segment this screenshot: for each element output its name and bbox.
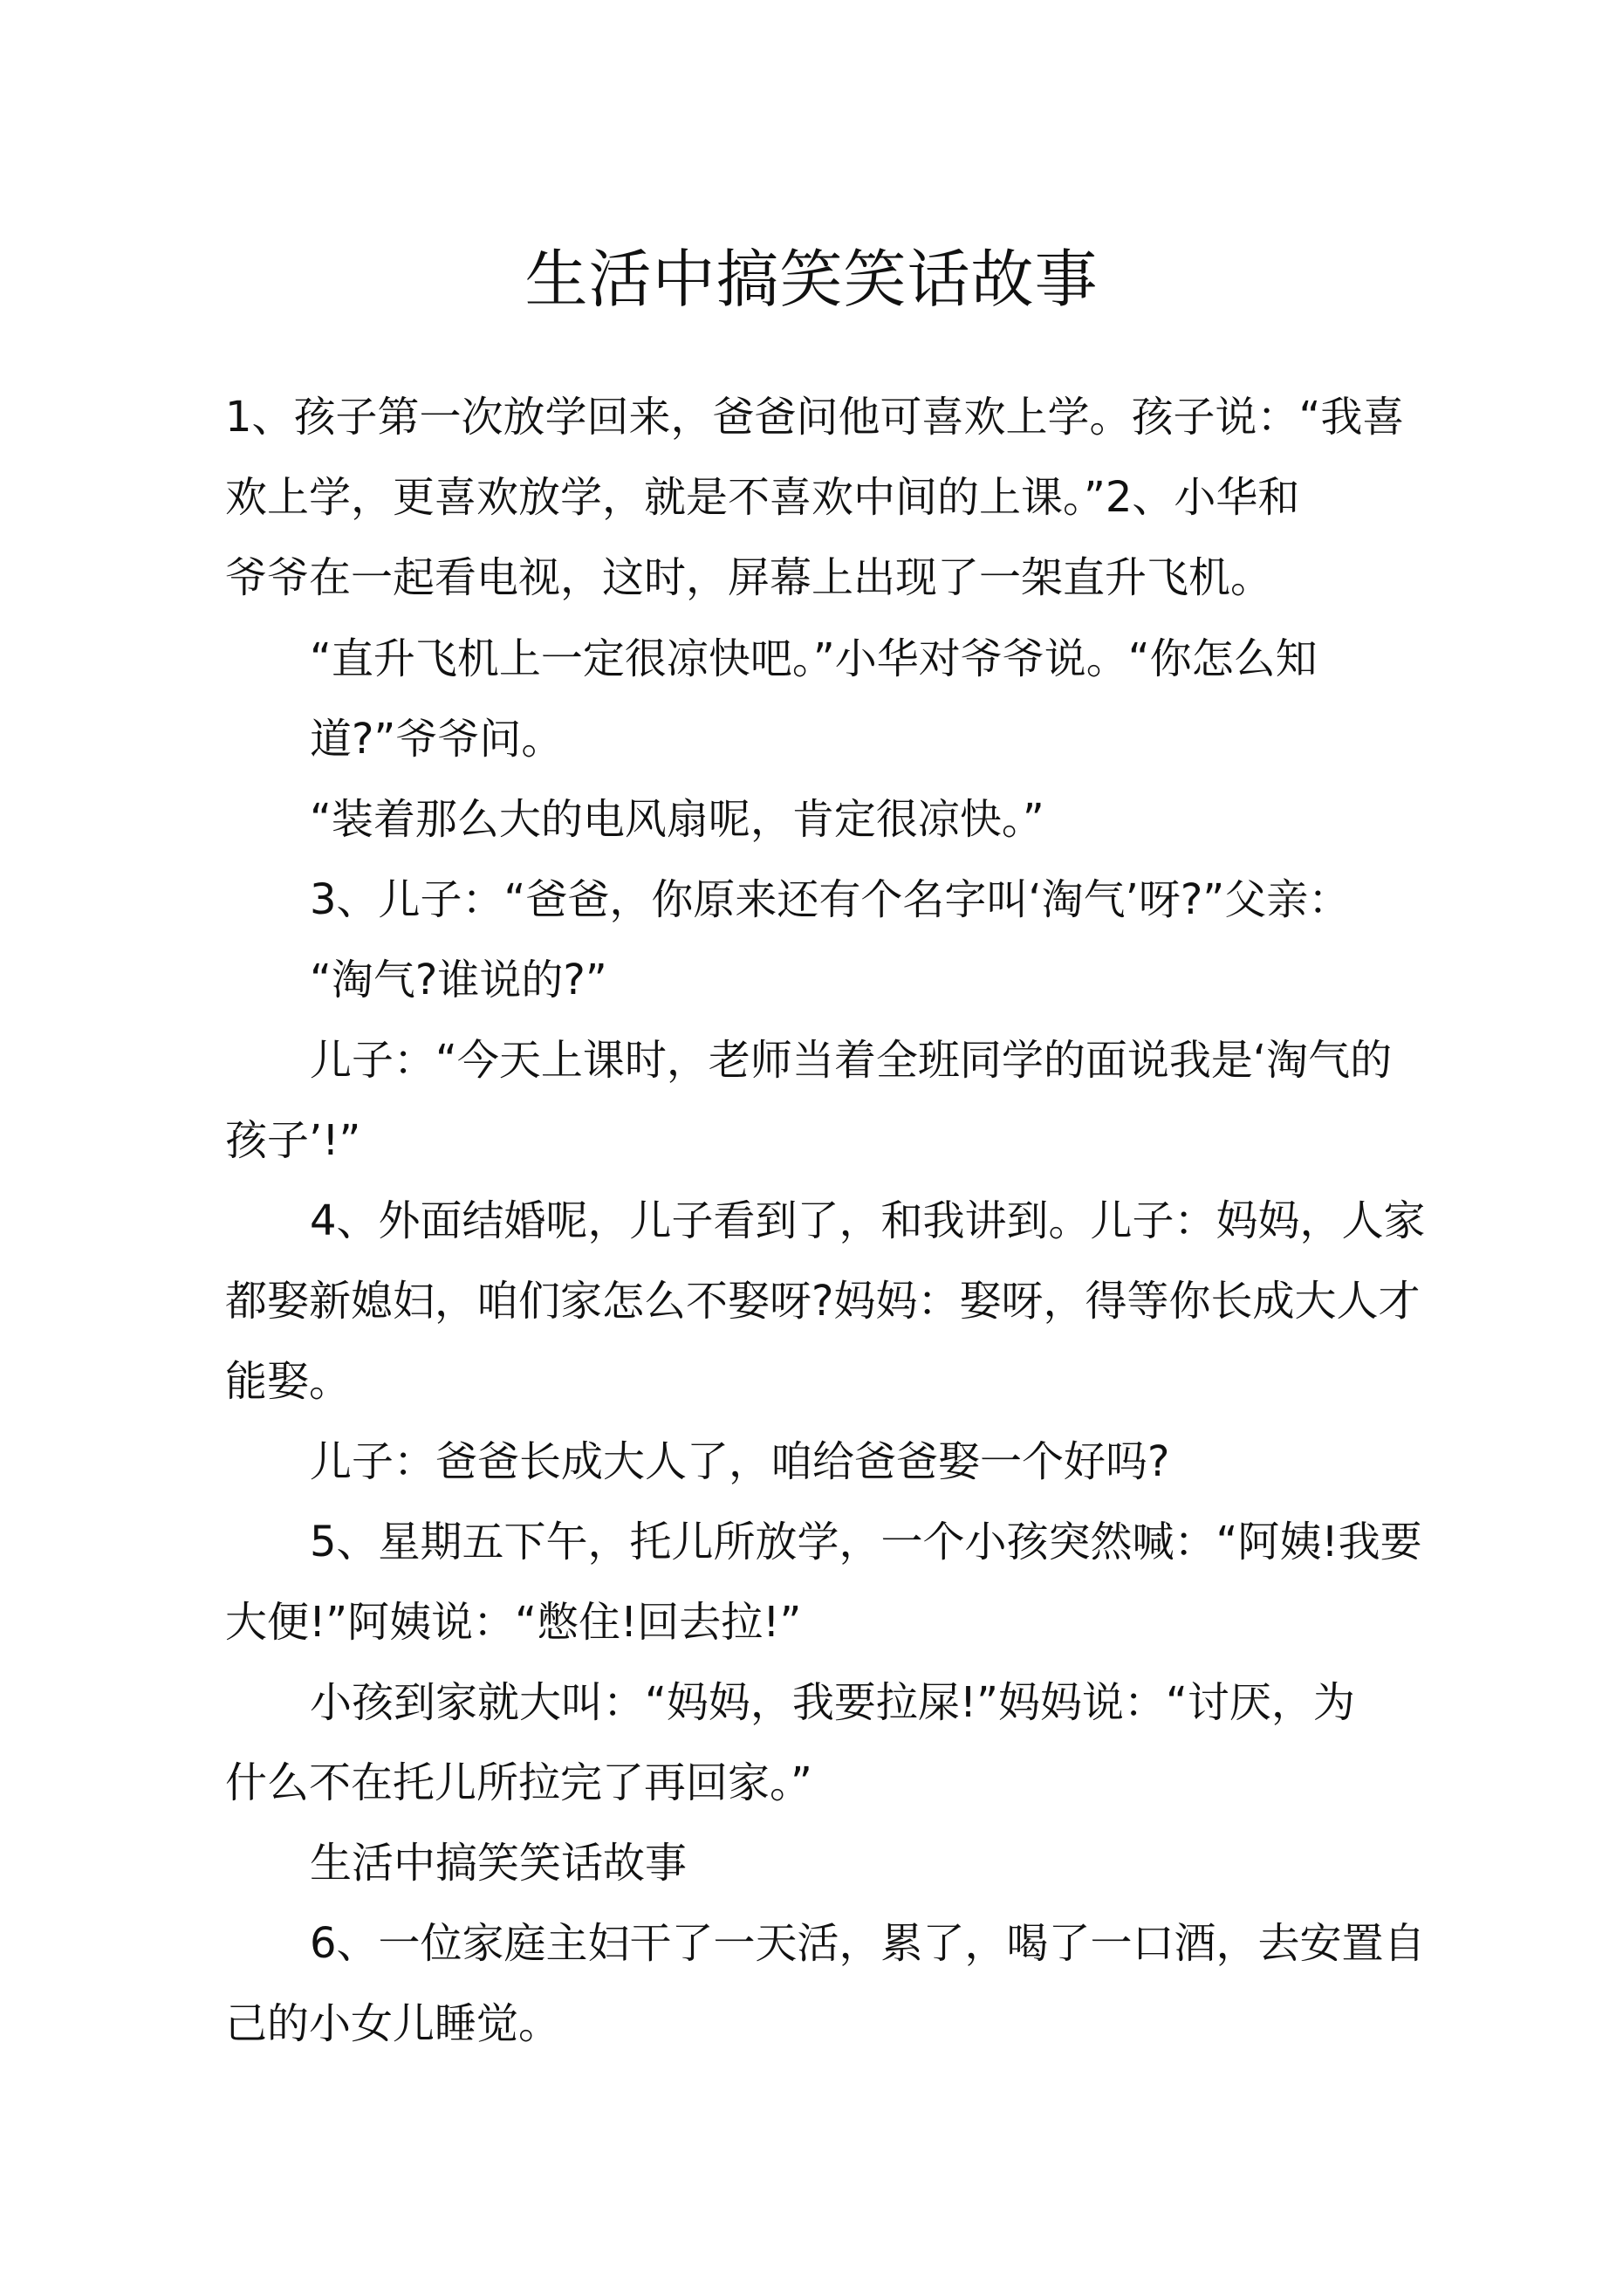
paragraph-line: 1、孩子第一次放学回来，爸爸问他可喜欢上学。孩子说：“我喜: [225, 393, 1405, 442]
paragraph-line: 什么不在托儿所拉完了再回家。”: [225, 1758, 812, 1807]
paragraph-line: 6、一位家庭主妇干了一天活，累了，喝了一口酒，去安置自: [310, 1919, 1426, 1968]
paragraph-line: 欢上学，更喜欢放学，就是不喜欢中间的上课。”2、小华和: [225, 473, 1300, 522]
paragraph-line: 道?”爷爷问。: [310, 715, 564, 764]
paragraph-line: 5、星期五下午，托儿所放学，一个小孩突然喊：“阿姨!我要: [310, 1518, 1422, 1566]
section-heading: 生活中搞笑笑话故事: [310, 1839, 688, 1888]
paragraph-line: 儿子：爸爸长成大人了，咱给爸爸娶一个好吗?: [310, 1437, 1170, 1486]
paragraph-line: 都娶新媳妇，咱们家怎么不娶呀?妈妈：娶呀，得等你长成大人才: [225, 1277, 1421, 1326]
paragraph-line: 大便!”阿姨说：“憋住!回去拉!”: [225, 1598, 802, 1647]
paragraph-line: 爷爷在一起看电视，这时，屏幕上出现了一架直升飞机。: [225, 553, 1273, 602]
document-title: 生活中搞笑笑话故事: [524, 243, 1099, 316]
paragraph-line: 孩子’!”: [225, 1116, 361, 1165]
paragraph-line: 己的小女儿睡觉。: [225, 1999, 561, 2048]
paragraph-line: 4、外面结婚呢，儿子看到了，和我讲到。儿子：妈妈，人家: [310, 1196, 1426, 1245]
paragraph-line: 儿子：“今天上课时，老师当着全班同学的面说我是‘淘气的: [310, 1036, 1393, 1085]
paragraph-line: 小孩到家就大叫：“妈妈，我要拉屎!”妈妈说：“讨厌，为: [310, 1678, 1355, 1727]
paragraph-line: “装着那么大的电风扇呢，肯定很凉快。”: [310, 795, 1044, 844]
paragraph-line: 3、儿子：“爸爸，你原来还有个名字叫‘淘气’呀?”父亲：: [310, 875, 1351, 924]
paragraph-line: “淘气?谁说的?”: [310, 956, 607, 1004]
paragraph-line: 能娶。: [225, 1357, 352, 1406]
paragraph-line: “直升飞机上一定很凉快吧。”小华对爷爷说。“你怎么知: [310, 634, 1318, 683]
